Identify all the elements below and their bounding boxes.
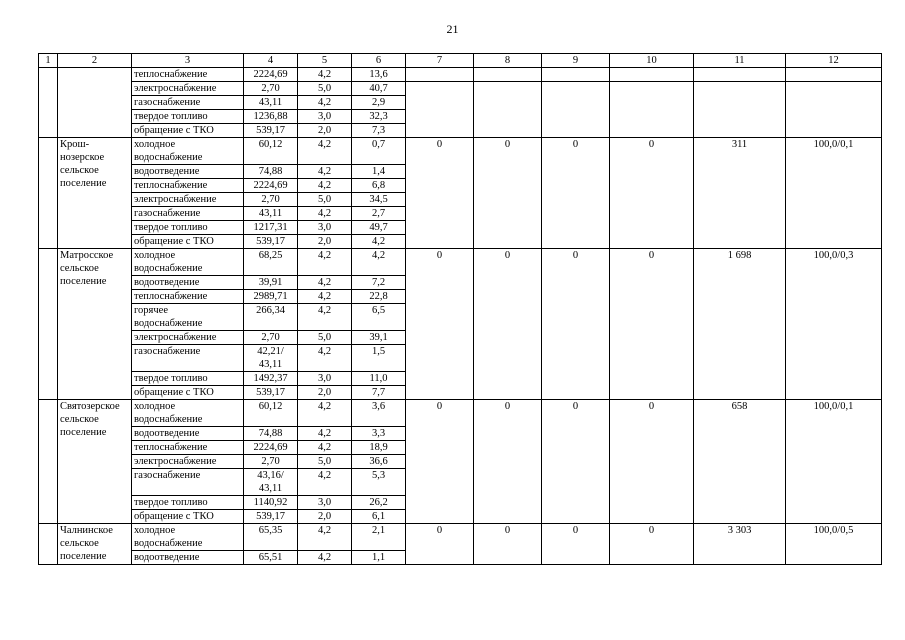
share-value: 49,7	[352, 221, 406, 235]
index-value: 4,2	[298, 68, 352, 82]
index-value: 4,2	[298, 400, 352, 427]
service-name: электроснабжение	[132, 455, 244, 469]
share-value: 2,9	[352, 96, 406, 110]
empty-cell	[39, 68, 58, 138]
value-c8: 0	[474, 249, 542, 400]
value-c12: 100,0/0,5	[786, 524, 882, 565]
share-value: 7,2	[352, 276, 406, 290]
service-name: теплоснабжение	[132, 290, 244, 304]
index-value: 5,0	[298, 331, 352, 345]
tariff-value: 65,35	[244, 524, 298, 551]
tariff-value: 266,34	[244, 304, 298, 331]
value-c11: 311	[694, 138, 786, 249]
share-value: 7,3	[352, 124, 406, 138]
column-number: 12	[786, 54, 882, 68]
index-value: 2,0	[298, 510, 352, 524]
index-value: 4,2	[298, 427, 352, 441]
tariff-value: 43,16/ 43,11	[244, 469, 298, 496]
settlement-name: Матросское сельское поселение	[58, 249, 132, 400]
share-value: 4,2	[352, 235, 406, 249]
value-c8: 0	[474, 524, 542, 565]
column-number: 4	[244, 54, 298, 68]
service-name: электроснабжение	[132, 331, 244, 345]
table-row	[39, 138, 882, 165]
empty-cell	[610, 82, 694, 138]
column-number: 6	[352, 54, 406, 68]
share-value: 11,0	[352, 372, 406, 386]
settlement-name: Чалнинское сельское поселение	[58, 524, 132, 565]
value-c12: 100,0/0,1	[786, 138, 882, 249]
share-value: 2,1	[352, 524, 406, 551]
value-c7: 0	[406, 249, 474, 400]
tariff-value: 74,88	[244, 165, 298, 179]
settlement-name: Крош- нозерское сельское поселение	[58, 138, 132, 249]
tariff-table	[38, 53, 882, 565]
index-value: 5,0	[298, 82, 352, 96]
share-value: 1,5	[352, 345, 406, 372]
column-number-row	[39, 54, 882, 68]
value-c10: 0	[610, 524, 694, 565]
empty-cell	[474, 82, 542, 138]
index-value: 3,0	[298, 372, 352, 386]
share-value: 1,4	[352, 165, 406, 179]
value-c11: 1 698	[694, 249, 786, 400]
index-value: 4,2	[298, 207, 352, 221]
settlement-name: Святозерское сельское поселение	[58, 400, 132, 524]
empty-cell	[406, 68, 474, 82]
tariff-value: 2224,69	[244, 179, 298, 193]
service-name: водоотведение	[132, 427, 244, 441]
empty-cell	[610, 68, 694, 82]
tariff-value: 539,17	[244, 124, 298, 138]
empty-cell	[786, 68, 882, 82]
share-value: 36,6	[352, 455, 406, 469]
share-value: 2,7	[352, 207, 406, 221]
service-name: газоснабжение	[132, 207, 244, 221]
service-name: холодное водоснабжение	[132, 524, 244, 551]
value-c7: 0	[406, 524, 474, 565]
tariff-value: 68,25	[244, 249, 298, 276]
service-name: электроснабжение	[132, 193, 244, 207]
tariff-value: 1492,37	[244, 372, 298, 386]
index-value: 4,2	[298, 524, 352, 551]
share-value: 13,6	[352, 68, 406, 82]
tariff-value: 539,17	[244, 386, 298, 400]
page-number: 21	[446, 22, 459, 36]
tariff-value: 539,17	[244, 510, 298, 524]
service-name: холодное водоснабжение	[132, 138, 244, 165]
index-value: 4,2	[298, 96, 352, 110]
value-c11: 3 303	[694, 524, 786, 565]
index-value: 4,2	[298, 441, 352, 455]
value-c9: 0	[542, 524, 610, 565]
service-name: твердое топливо	[132, 110, 244, 124]
empty-cell	[406, 82, 474, 138]
value-c7: 0	[406, 138, 474, 249]
share-value: 3,6	[352, 400, 406, 427]
column-number: 8	[474, 54, 542, 68]
column-number: 2	[58, 54, 132, 68]
share-value: 6,1	[352, 510, 406, 524]
tariff-value: 2224,69	[244, 441, 298, 455]
index-value: 5,0	[298, 193, 352, 207]
service-name: холодное водоснабжение	[132, 249, 244, 276]
column-number: 9	[542, 54, 610, 68]
value-c11: 658	[694, 400, 786, 524]
service-name: обращение с ТКО	[132, 124, 244, 138]
index-value: 4,2	[298, 249, 352, 276]
tariff-value: 39,91	[244, 276, 298, 290]
column-number: 1	[39, 54, 58, 68]
index-value: 2,0	[298, 386, 352, 400]
share-value: 3,3	[352, 427, 406, 441]
table-row	[39, 249, 882, 276]
share-value: 5,3	[352, 469, 406, 496]
share-value: 6,5	[352, 304, 406, 331]
empty-cell	[694, 68, 786, 82]
service-name: водоотведение	[132, 276, 244, 290]
service-name: холодное водоснабжение	[132, 400, 244, 427]
service-name: теплоснабжение	[132, 179, 244, 193]
index-value: 4,2	[298, 345, 352, 372]
index-value: 4,2	[298, 304, 352, 331]
value-c12: 100,0/0,3	[786, 249, 882, 400]
tariff-value: 2989,71	[244, 290, 298, 304]
share-value: 22,8	[352, 290, 406, 304]
index-value: 4,2	[298, 290, 352, 304]
service-name: газоснабжение	[132, 469, 244, 496]
tariff-value: 539,17	[244, 235, 298, 249]
share-value: 32,3	[352, 110, 406, 124]
value-c9: 0	[542, 249, 610, 400]
table-row	[39, 524, 882, 551]
empty-cell	[39, 249, 58, 400]
table-row	[39, 68, 882, 82]
index-value: 4,2	[298, 469, 352, 496]
tariff-value: 2,70	[244, 82, 298, 96]
share-value: 6,8	[352, 179, 406, 193]
index-value: 4,2	[298, 551, 352, 565]
tariff-value: 43,11	[244, 96, 298, 110]
value-c8: 0	[474, 138, 542, 249]
index-value: 2,0	[298, 235, 352, 249]
tariff-value: 60,12	[244, 400, 298, 427]
service-name: твердое топливо	[132, 372, 244, 386]
empty-cell	[694, 82, 786, 138]
empty-cell	[474, 68, 542, 82]
index-value: 4,2	[298, 276, 352, 290]
share-value: 18,9	[352, 441, 406, 455]
tariff-value: 1140,92	[244, 496, 298, 510]
index-value: 4,2	[298, 165, 352, 179]
service-name: твердое топливо	[132, 221, 244, 235]
tariff-value: 43,11	[244, 207, 298, 221]
table-row	[39, 82, 882, 96]
service-name: обращение с ТКО	[132, 386, 244, 400]
share-value: 34,5	[352, 193, 406, 207]
service-name: газоснабжение	[132, 96, 244, 110]
service-name: теплоснабжение	[132, 441, 244, 455]
empty-cell	[39, 524, 58, 565]
empty-cell	[786, 82, 882, 138]
index-value: 3,0	[298, 110, 352, 124]
value-c9: 0	[542, 138, 610, 249]
index-value: 4,2	[298, 138, 352, 165]
share-value: 26,2	[352, 496, 406, 510]
tariff-value: 2,70	[244, 455, 298, 469]
value-c10: 0	[610, 400, 694, 524]
service-name: электроснабжение	[132, 82, 244, 96]
column-number: 5	[298, 54, 352, 68]
column-number: 3	[132, 54, 244, 68]
column-number: 7	[406, 54, 474, 68]
value-c12: 100,0/0,1	[786, 400, 882, 524]
index-value: 3,0	[298, 221, 352, 235]
service-name: горячее водоснабжение	[132, 304, 244, 331]
tariff-value: 1217,31	[244, 221, 298, 235]
settlement-name-cell	[58, 68, 132, 138]
tariff-value: 60,12	[244, 138, 298, 165]
service-name: газоснабжение	[132, 345, 244, 372]
service-name: водоотведение	[132, 165, 244, 179]
service-name: теплоснабжение	[132, 68, 244, 82]
service-name: водоотведение	[132, 551, 244, 565]
tariff-value: 65,51	[244, 551, 298, 565]
tariff-value: 2224,69	[244, 68, 298, 82]
share-value: 0,7	[352, 138, 406, 165]
empty-cell	[542, 68, 610, 82]
index-value: 3,0	[298, 496, 352, 510]
tariff-value: 2,70	[244, 331, 298, 345]
empty-cell	[542, 82, 610, 138]
empty-cell	[39, 138, 58, 249]
column-number: 10	[610, 54, 694, 68]
share-value: 4,2	[352, 249, 406, 276]
value-c7: 0	[406, 400, 474, 524]
tariff-value: 42,21/ 43,11	[244, 345, 298, 372]
value-c10: 0	[610, 249, 694, 400]
value-c8: 0	[474, 400, 542, 524]
tariff-value: 74,88	[244, 427, 298, 441]
column-number: 11	[694, 54, 786, 68]
value-c10: 0	[610, 138, 694, 249]
share-value: 39,1	[352, 331, 406, 345]
service-name: обращение с ТКО	[132, 510, 244, 524]
share-value: 7,7	[352, 386, 406, 400]
index-value: 5,0	[298, 455, 352, 469]
service-name: обращение с ТКО	[132, 235, 244, 249]
share-value: 40,7	[352, 82, 406, 96]
table-row	[39, 400, 882, 427]
service-name: твердое топливо	[132, 496, 244, 510]
value-c9: 0	[542, 400, 610, 524]
share-value: 1,1	[352, 551, 406, 565]
index-value: 2,0	[298, 124, 352, 138]
index-value: 4,2	[298, 179, 352, 193]
tariff-value: 2,70	[244, 193, 298, 207]
tariff-value: 1236,88	[244, 110, 298, 124]
empty-cell	[39, 400, 58, 524]
